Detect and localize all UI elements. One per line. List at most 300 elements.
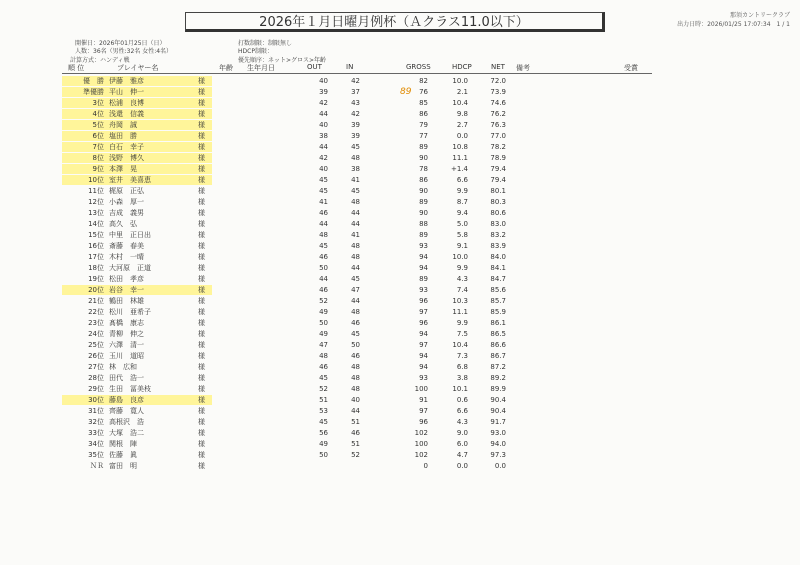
cell-hdcp: 5.0 (456, 220, 468, 228)
cell-name: 関根 陣 (109, 440, 137, 448)
cell-in: 46 (351, 429, 360, 437)
cell-net: 85.6 (490, 286, 506, 294)
table-row (0, 395, 800, 406)
cell-net: 91.7 (490, 418, 506, 426)
page-title: 2026年１月日曜月例杯（Ａクラス11.0以下） (185, 12, 605, 32)
table-row (0, 274, 800, 285)
cell-out: 50 (319, 451, 328, 459)
cell-out: 49 (319, 308, 328, 316)
cell-name: 高根沢 浩 (109, 418, 144, 426)
cell-out: 40 (319, 77, 328, 85)
cell-gross: 96 (419, 297, 428, 305)
cell-net: 93.0 (490, 429, 506, 437)
cell-hdcp: 9.0 (456, 429, 468, 437)
cell-in: 48 (351, 242, 360, 250)
cell-sama: 様 (198, 209, 205, 217)
cell-in: 47 (351, 286, 360, 294)
cell-name: 木村 一晴 (109, 253, 144, 261)
cell-net: 79.4 (490, 165, 506, 173)
cell-out: 42 (319, 154, 328, 162)
cell-gross: 82 (419, 77, 428, 85)
header-hdcp: HDCP (452, 63, 472, 71)
cell-net: 86.7 (490, 352, 506, 360)
table-row (0, 329, 800, 340)
cell-sama: 様 (198, 275, 205, 283)
table-row (0, 296, 800, 307)
cell-name: 本澤 晃 (109, 165, 137, 173)
cell-in: 48 (351, 308, 360, 316)
cell-net: 84.1 (490, 264, 506, 272)
cell-in: 51 (351, 440, 360, 448)
cell-rank: 15位 (88, 231, 104, 239)
table-row (0, 285, 800, 296)
cell-in: 52 (351, 451, 360, 459)
cell-hdcp: 9.9 (456, 264, 468, 272)
cell-rank: 8位 (92, 154, 104, 162)
cell-sama: 様 (198, 176, 205, 184)
cell-sama: 様 (198, 187, 205, 195)
cell-sama: 様 (198, 385, 205, 393)
cell-rank: 10位 (88, 176, 104, 184)
cell-net: 79.4 (490, 176, 506, 184)
cell-name: 梶原 正弘 (109, 187, 144, 195)
cell-gross: 100 (414, 440, 428, 448)
table-row (0, 351, 800, 362)
cell-gross: 96 (419, 418, 428, 426)
cell-sama: 様 (198, 143, 205, 151)
cell-hdcp: 2.1 (456, 88, 468, 96)
cell-in: 45 (351, 275, 360, 283)
cell-net: 85.7 (490, 297, 506, 305)
table-row (0, 109, 800, 120)
cell-gross: 94 (419, 363, 428, 371)
cell-name: 佐藤 眞 (109, 451, 137, 459)
cell-hdcp: 9.1 (456, 242, 468, 250)
cell-sama: 様 (198, 330, 205, 338)
cell-name: 田代 浩一 (109, 374, 144, 382)
cell-rank: 7位 (92, 143, 104, 151)
cell-name: 伊藤 雅彦 (109, 77, 144, 85)
event-date: 開催日：2026年01月25日（日） (75, 40, 166, 47)
cell-gross: 86 (419, 176, 428, 184)
cell-sama: 様 (198, 132, 205, 140)
table-row (0, 208, 800, 219)
cell-name: 六澤 清一 (109, 341, 144, 349)
cell-out: 45 (319, 242, 328, 250)
cell-rank: 優 勝 (83, 77, 104, 85)
cell-rank: 4位 (92, 110, 104, 118)
cell-in: 48 (351, 385, 360, 393)
cell-net: 72.0 (490, 77, 506, 85)
cell-name: 中里 正日出 (109, 231, 151, 239)
cell-hdcp: 8.7 (456, 198, 468, 206)
cell-gross: 85 (419, 99, 428, 107)
stroke-limit: 打数制限：制限無し (238, 40, 293, 47)
cell-name: 浅還 信義 (109, 110, 144, 118)
cell-out: 47 (319, 341, 328, 349)
cell-rank: 17位 (88, 253, 104, 261)
cell-net: 90.4 (490, 396, 506, 404)
cell-net: 90.4 (490, 407, 506, 415)
cell-out: 46 (319, 286, 328, 294)
table-row (0, 263, 800, 274)
cell-gross: 76 (419, 88, 428, 96)
header-in: IN (346, 63, 354, 71)
cell-out: 46 (319, 209, 328, 217)
cell-in: 51 (351, 418, 360, 426)
cell-out: 39 (319, 88, 328, 96)
cell-gross: 94 (419, 253, 428, 261)
cell-in: 42 (351, 110, 360, 118)
cell-name: 青柳 伸之 (109, 330, 144, 338)
cell-net: 83.0 (490, 220, 506, 228)
cell-sama: 様 (198, 231, 205, 239)
cell-net: 85.9 (490, 308, 506, 316)
cell-hdcp: 3.8 (456, 374, 468, 382)
cell-name: 室井 美喜恵 (109, 176, 151, 184)
cell-gross: 97 (419, 341, 428, 349)
cell-sama: 様 (198, 286, 205, 294)
cell-out: 50 (319, 319, 328, 327)
cell-in: 44 (351, 220, 360, 228)
cell-net: 87.2 (490, 363, 506, 371)
cell-net: 80.6 (490, 209, 506, 217)
cell-name: 吉成 義男 (109, 209, 144, 217)
cell-in: 46 (351, 352, 360, 360)
cell-net: 78.9 (490, 154, 506, 162)
cell-hdcp: 11.1 (452, 154, 468, 162)
cell-net: 80.3 (490, 198, 506, 206)
cell-sama: 様 (198, 396, 205, 404)
handwritten-note: 89 (400, 87, 412, 97)
cell-out: 49 (319, 330, 328, 338)
cell-hdcp: 6.0 (456, 440, 468, 448)
cell-name: 鶴田 林雄 (109, 297, 144, 305)
cell-net: 84.7 (490, 275, 506, 283)
cell-rank: 23位 (88, 319, 104, 327)
cell-hdcp: 0.0 (456, 132, 468, 140)
cell-hdcp: 10.0 (452, 253, 468, 261)
cell-net: 83.9 (490, 242, 506, 250)
cell-hdcp: 9.4 (456, 209, 468, 217)
cell-in: 45 (351, 330, 360, 338)
cell-out: 44 (319, 110, 328, 118)
cell-net: 83.2 (490, 231, 506, 239)
cell-hdcp: 6.6 (456, 176, 468, 184)
cell-gross: 96 (419, 319, 428, 327)
cell-out: 44 (319, 275, 328, 283)
cell-in: 41 (351, 176, 360, 184)
cell-gross: 94 (419, 330, 428, 338)
hdcp-limit: HDCP制限： (238, 48, 273, 55)
table-row (0, 164, 800, 175)
cell-out: 52 (319, 385, 328, 393)
table-row (0, 252, 800, 263)
cell-name: 藤島 良彦 (109, 396, 144, 404)
cell-hdcp: 7.3 (456, 352, 468, 360)
cell-name: 大塚 浩二 (109, 429, 144, 437)
cell-sama: 様 (198, 242, 205, 250)
cell-name: 林 広和 (109, 363, 137, 371)
cell-hdcp: 10.4 (452, 99, 468, 107)
cell-sama: 様 (198, 88, 205, 96)
cell-hdcp: 10.3 (452, 297, 468, 305)
cell-hdcp: 4.3 (456, 418, 468, 426)
cell-rank: 11位 (88, 187, 104, 195)
cell-gross: 102 (414, 429, 428, 437)
cell-sama: 様 (198, 407, 205, 415)
cell-out: 49 (319, 440, 328, 448)
print-timestamp: 出力日時：2026/01/25 17:07:34 1 / 1 (677, 21, 790, 28)
cell-hdcp: 5.8 (456, 231, 468, 239)
table-row (0, 439, 800, 450)
cell-rank: 14位 (88, 220, 104, 228)
cell-rank: 31位 (88, 407, 104, 415)
cell-in: 43 (351, 99, 360, 107)
cell-hdcp: 7.5 (456, 330, 468, 338)
cell-gross: 93 (419, 374, 428, 382)
cell-rank: ＮＲ (90, 462, 104, 470)
cell-rank: 24位 (88, 330, 104, 338)
cell-rank: 34位 (88, 440, 104, 448)
cell-sama: 様 (198, 154, 205, 162)
cell-gross: 79 (419, 121, 428, 129)
table-row (0, 406, 800, 417)
table-row (0, 384, 800, 395)
cell-rank: 6位 (92, 132, 104, 140)
cell-sama: 様 (198, 451, 205, 459)
cell-gross: 97 (419, 407, 428, 415)
cell-hdcp: 10.8 (452, 143, 468, 151)
cell-gross: 93 (419, 242, 428, 250)
cell-net: 86.6 (490, 341, 506, 349)
cell-net: 89.2 (490, 374, 506, 382)
cell-in: 45 (351, 187, 360, 195)
cell-sama: 様 (198, 110, 205, 118)
header-prize: 受賞 (624, 64, 638, 72)
cell-sama: 様 (198, 363, 205, 371)
cell-name: 松浦 良博 (109, 99, 144, 107)
cell-rank: 27位 (88, 363, 104, 371)
cell-hdcp: 10.0 (452, 77, 468, 85)
cell-net: 97.3 (490, 451, 506, 459)
cell-in: 48 (351, 363, 360, 371)
cell-gross: 91 (419, 396, 428, 404)
cell-sama: 様 (198, 429, 205, 437)
cell-sama: 様 (198, 319, 205, 327)
cell-in: 50 (351, 341, 360, 349)
table-row (0, 428, 800, 439)
table-row (0, 142, 800, 153)
cell-name: 大河原 正道 (109, 264, 151, 272)
cell-hdcp: 9.9 (456, 187, 468, 195)
cell-net: 86.1 (490, 319, 506, 327)
table-row (0, 120, 800, 131)
cell-net: 77.0 (490, 132, 506, 140)
cell-out: 48 (319, 352, 328, 360)
table-row (0, 230, 800, 241)
cell-gross: 0 (423, 462, 428, 470)
cell-name: 富田 明 (109, 462, 137, 470)
cell-in: 48 (351, 154, 360, 162)
cell-rank: 13位 (88, 209, 104, 217)
cell-name: 松田 孝彦 (109, 275, 144, 283)
table-row (0, 461, 800, 472)
cell-net: 89.9 (490, 385, 506, 393)
cell-sama: 様 (198, 220, 205, 228)
cell-in: 48 (351, 198, 360, 206)
header-birth: 生年月日 (247, 64, 275, 72)
cell-gross: 97 (419, 308, 428, 316)
cell-gross: 78 (419, 165, 428, 173)
cell-rank: 20位 (88, 286, 104, 294)
cell-name: 浅野 博久 (109, 154, 144, 162)
cell-hdcp: 4.3 (456, 275, 468, 283)
cell-gross: 89 (419, 198, 428, 206)
cell-net: 74.6 (490, 99, 506, 107)
table-row (0, 450, 800, 461)
cell-sama: 様 (198, 440, 205, 448)
cell-gross: 86 (419, 110, 428, 118)
cell-gross: 89 (419, 231, 428, 239)
header-age: 年齢 (219, 64, 233, 72)
table-row (0, 186, 800, 197)
club-name: 那須カントリークラブ (729, 12, 790, 19)
cell-out: 42 (319, 99, 328, 107)
cell-gross: 93 (419, 286, 428, 294)
cell-out: 40 (319, 121, 328, 129)
cell-name: 玉川 道昭 (109, 352, 144, 360)
cell-rank: 35位 (88, 451, 104, 459)
cell-out: 50 (319, 264, 328, 272)
cell-sama: 様 (198, 374, 205, 382)
cell-hdcp: 10.1 (452, 385, 468, 393)
cell-name: 齊藤 寛人 (109, 407, 144, 415)
cell-hdcp: 11.1 (452, 308, 468, 316)
cell-out: 52 (319, 297, 328, 305)
table-row (0, 175, 800, 186)
cell-gross: 94 (419, 264, 428, 272)
cell-name: 小森 厚一 (109, 198, 144, 206)
cell-in: 37 (351, 88, 360, 96)
cell-hdcp: 0.0 (456, 462, 468, 470)
cell-in: 44 (351, 209, 360, 217)
cell-net: 84.0 (490, 253, 506, 261)
cell-out: 38 (319, 132, 328, 140)
cell-out: 44 (319, 220, 328, 228)
cell-sama: 様 (198, 198, 205, 206)
cell-name: 舟岡 誠 (109, 121, 137, 129)
table-row (0, 307, 800, 318)
cell-hdcp: +1.4 (451, 165, 468, 173)
cell-out: 46 (319, 363, 328, 371)
cell-net: 73.9 (490, 88, 506, 96)
table-row (0, 76, 800, 87)
cell-sama: 様 (198, 297, 205, 305)
cell-net: 94.0 (490, 440, 506, 448)
cell-in: 44 (351, 297, 360, 305)
cell-hdcp: 6.6 (456, 407, 468, 415)
cell-out: 48 (319, 231, 328, 239)
cell-out: 44 (319, 143, 328, 151)
cell-rank: 32位 (88, 418, 104, 426)
cell-sama: 様 (198, 264, 205, 272)
cell-out: 46 (319, 253, 328, 261)
cell-rank: 25位 (88, 341, 104, 349)
cell-in: 46 (351, 319, 360, 327)
table-row (0, 318, 800, 329)
cell-name: 平山 伸一 (109, 88, 144, 96)
cell-gross: 90 (419, 209, 428, 217)
cell-sama: 様 (198, 77, 205, 85)
cell-gross: 94 (419, 352, 428, 360)
cell-hdcp: 9.9 (456, 319, 468, 327)
cell-net: 78.2 (490, 143, 506, 151)
table-row (0, 87, 800, 98)
cell-rank: 18位 (88, 264, 104, 272)
cell-hdcp: 10.4 (452, 341, 468, 349)
cell-rank: 12位 (88, 198, 104, 206)
cell-sama: 様 (198, 165, 205, 173)
cell-name: 生田 冨美枝 (109, 385, 151, 393)
cell-rank: 準優勝 (83, 88, 104, 96)
cell-rank: 3位 (92, 99, 104, 107)
calc-method: 計算方式：ハンディ戦 (70, 57, 130, 64)
cell-out: 40 (319, 165, 328, 173)
cell-out: 53 (319, 407, 328, 415)
header-net: NET (491, 63, 505, 71)
cell-in: 39 (351, 132, 360, 140)
cell-sama: 様 (198, 121, 205, 129)
cell-gross: 89 (419, 275, 428, 283)
cell-rank: 5位 (92, 121, 104, 129)
table-row (0, 197, 800, 208)
cell-net: 86.5 (490, 330, 506, 338)
cell-name: 斎藤 春美 (109, 242, 144, 250)
table-row (0, 417, 800, 428)
cell-in: 45 (351, 143, 360, 151)
table-row (0, 373, 800, 384)
cell-gross: 100 (414, 385, 428, 393)
cell-in: 39 (351, 121, 360, 129)
table-row (0, 219, 800, 230)
cell-rank: 26位 (88, 352, 104, 360)
header-remarks: 備考 (516, 64, 530, 72)
cell-name: 岩谷 幸一 (109, 286, 144, 294)
cell-out: 45 (319, 418, 328, 426)
cell-rank: 33位 (88, 429, 104, 437)
cell-gross: 102 (414, 451, 428, 459)
cell-out: 45 (319, 374, 328, 382)
cell-in: 40 (351, 396, 360, 404)
cell-rank: 21位 (88, 297, 104, 305)
header-rank: 順 位 (68, 64, 85, 72)
cell-gross: 77 (419, 132, 428, 140)
cell-out: 51 (319, 396, 328, 404)
cell-gross: 89 (419, 143, 428, 151)
cell-in: 44 (351, 407, 360, 415)
cell-gross: 90 (419, 187, 428, 195)
cell-hdcp: 0.6 (456, 396, 468, 404)
cell-rank: 29位 (88, 385, 104, 393)
cell-out: 56 (319, 429, 328, 437)
table-row (0, 241, 800, 252)
cell-rank: 28位 (88, 374, 104, 382)
cell-name: 白石 幸子 (109, 143, 144, 151)
cell-net: 76.3 (490, 121, 506, 129)
cell-name: 塩田 勝 (109, 132, 137, 140)
cell-sama: 様 (198, 253, 205, 261)
